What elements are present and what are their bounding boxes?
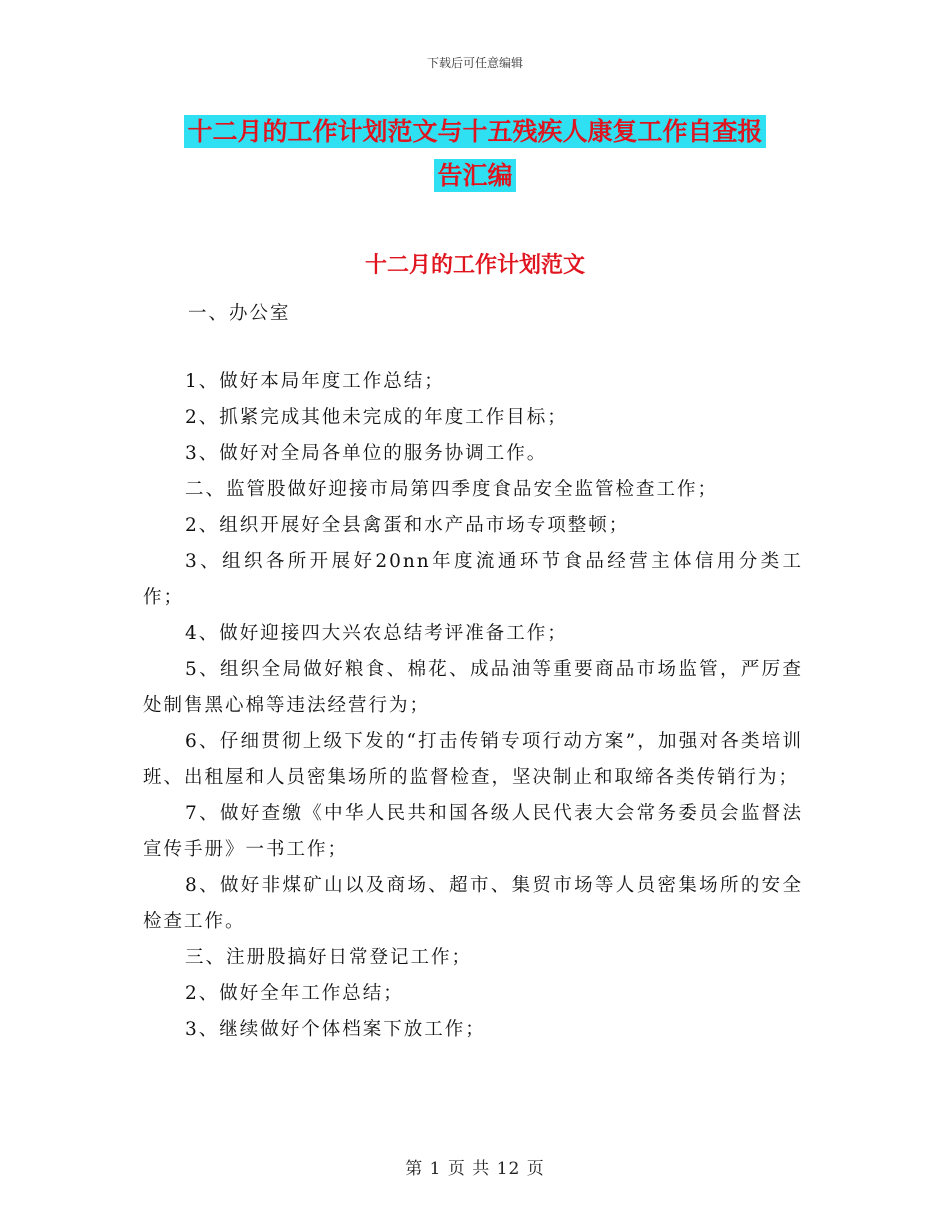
paragraph: 5、组织全局做好粮食、棉花、成品油等重要商品市场监管，严厉查处制售黑心棉等违法经营行为； <box>143 659 803 716</box>
paragraph: 3、组织各所开展好20nn年度流通环节食品经营主体信用分类工作； <box>143 551 803 608</box>
paragraph: 3、继续做好个体档案下放工作； <box>185 1019 486 1040</box>
body-text <box>143 364 803 1048</box>
paragraph: 7、做好查缴《中华人民共和国各级人民代表大会常务委员会监督法宣传手册》一书工作； <box>143 803 803 860</box>
header-note: 下载后可任意编辑 <box>426 56 523 70</box>
paragraph: 4、做好迎接四大兴农总结考评准备工作； <box>185 623 568 644</box>
paragraph: 2、抓紧完成其他未完成的年度工作目标； <box>185 407 568 428</box>
paragraph: 6、仔细贯彻上级下发的“打击传销专项行动方案”，加强对各类培训班、出租屋和人员密集场所的监督检查，坚决制止和取缔各类传销行为； <box>143 731 803 788</box>
document-title-line1: 十二月的工作计划范文与十五残疾人康复工作自查报 <box>184 115 765 148</box>
document-title <box>150 110 800 198</box>
paragraph: 二、监管股做好迎接市局第四季度食品安全监管检查工作； <box>185 479 719 500</box>
paragraph: 8、做好非煤矿山以及商场、超市、集贸市场等人员密集场所的安全检查工作。 <box>143 875 803 932</box>
office-heading: 一、办公室 <box>188 303 291 324</box>
paragraph: 三、注册股搞好日常登记工作； <box>185 947 473 968</box>
section-title: 十二月的工作计划范文 <box>364 252 585 278</box>
paragraph: 2、做好全年工作总结； <box>185 983 404 1004</box>
document-title-line2: 告汇编 <box>434 159 515 192</box>
page-footer: 第 1 页 共 12 页 <box>405 1159 545 1179</box>
paragraph: 2、组织开展好全县禽蛋和水产品市场专项整顿； <box>185 515 630 536</box>
paragraph: 1、做好本局年度工作总结； <box>185 371 445 392</box>
paragraph: 3、做好对全局各单位的服务协调工作。 <box>185 443 548 464</box>
